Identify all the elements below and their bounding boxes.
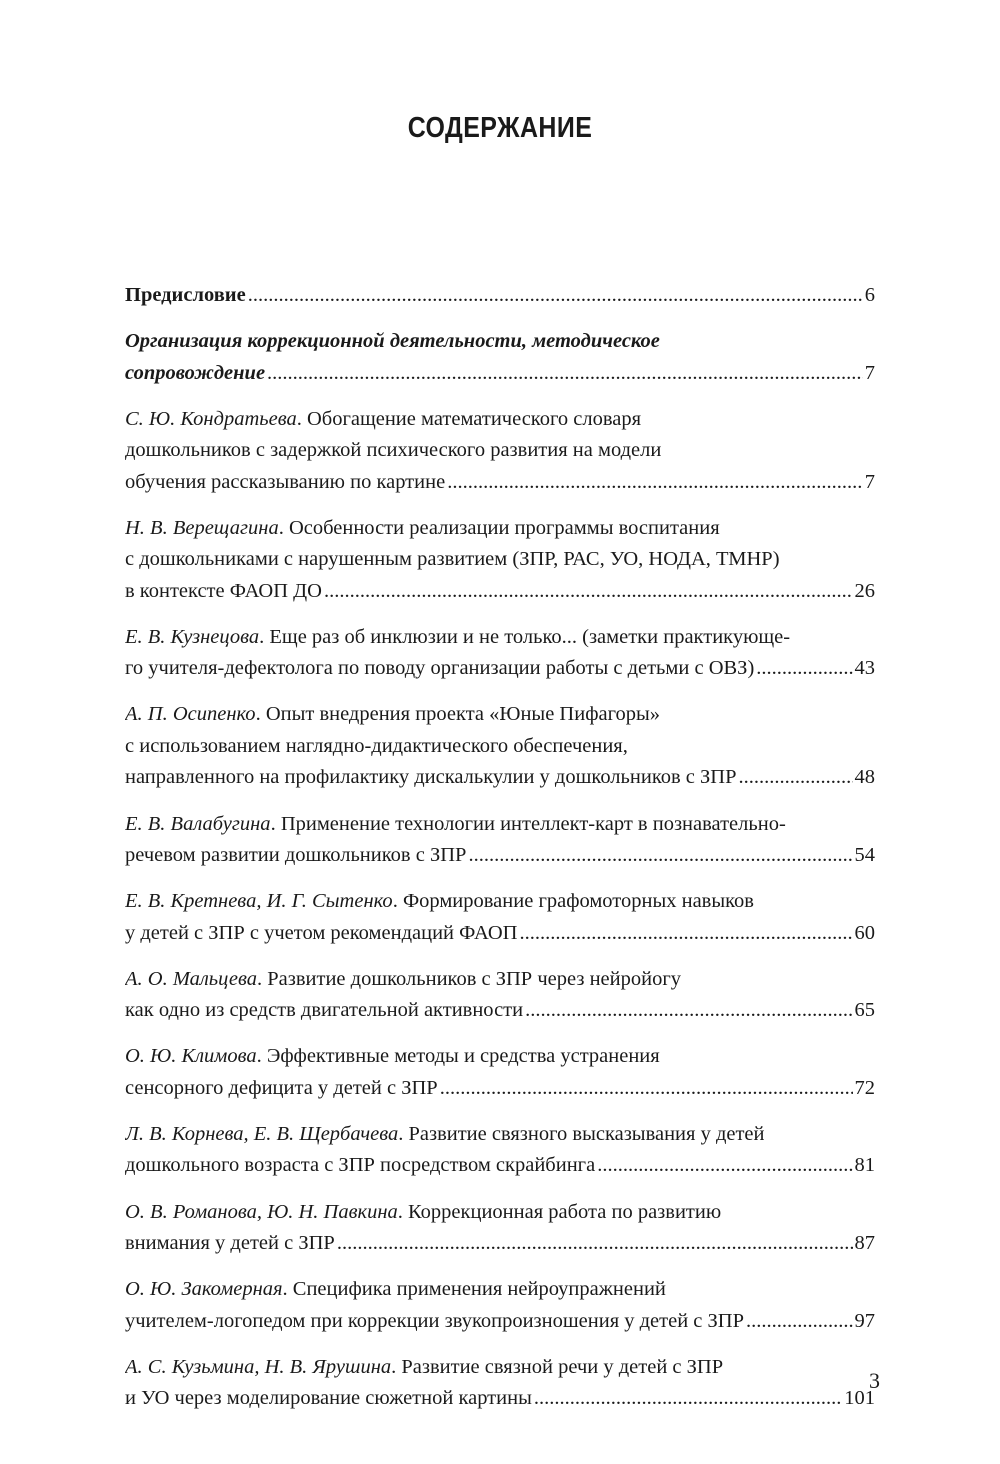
toc-page-number: 101	[844, 1387, 875, 1410]
toc-entry-text: Коррекционная работа по развитию	[408, 1200, 722, 1223]
toc-entry-last-line	[125, 1228, 875, 1260]
toc-entry-text: обучения рассказыванию по картине	[125, 470, 446, 493]
toc-section-title-line: Организация коррекционной деятельности, методическое	[125, 330, 660, 353]
toc-page-number: 7	[864, 470, 875, 493]
toc-entry-text: речевом развитии дошкольников с ЗПР	[125, 844, 467, 867]
dot-leader	[519, 918, 852, 950]
toc-entry-author: А. О. Мальцева	[125, 967, 257, 990]
toc-entry-last-line	[125, 1383, 875, 1415]
toc-entry	[125, 699, 875, 794]
toc-page-number: 60	[854, 921, 875, 944]
toc-entry	[125, 622, 875, 685]
toc-entry-author: Е. В. Кузнецова	[125, 625, 260, 648]
toc-entry-first-line: А. С. Кузьмина, Н. В. Ярушина. Развитие связной речи у детей с ЗПР	[125, 1355, 724, 1378]
dot-leader	[756, 653, 852, 685]
toc-entry-text: внимания у детей с ЗПР	[125, 1232, 335, 1255]
toc-entry-text: Формирование графомоторных навыков	[402, 890, 754, 913]
toc-entry-text: с дошкольниками с нарушенным развитием (ЗПР, РАС, УО, НОДА, ТМНР)	[125, 548, 780, 571]
toc-entry	[125, 1197, 875, 1260]
toc-entry	[125, 886, 875, 949]
toc-page-number: 72	[854, 1076, 875, 1099]
toc-entry-author: О. Ю. Климова	[125, 1045, 257, 1068]
toc-entry-last-line	[125, 653, 875, 685]
toc-entry-first-line: С. Ю. Кондратьева. Обогащение математического словаря	[125, 407, 642, 430]
toc-entry-last-line	[125, 358, 875, 390]
toc-entry-first-line: Л. В. Корнева, Е. В. Щербачева. Развитие связного высказывания у детей	[125, 1122, 765, 1145]
toc-entry-author: Л. В. Корнева, Е. В. Щербачева	[125, 1122, 399, 1145]
toc-entry-text: Специфика применения нейроупражнений	[292, 1278, 666, 1301]
toc-page-number: 43	[854, 657, 875, 680]
toc-entry-author: Е. В. Кретнева, И. Г. Сытенко	[125, 890, 393, 913]
toc-entry-text: Особенности реализации программы воспитания	[288, 516, 720, 539]
toc-entry-text: Развитие связной речи у детей с ЗПР	[401, 1355, 724, 1378]
toc-entry-text: у детей с ЗПР с учетом рекомендаций ФАОП	[125, 921, 518, 944]
toc-entry-author: А. П. Осипенко	[125, 703, 256, 726]
toc-entry	[125, 1352, 875, 1415]
toc-entry	[125, 513, 875, 608]
toc-entry-last-line	[125, 280, 875, 312]
dot-leader	[337, 1228, 853, 1260]
toc-entry-text: Эффективные методы и средства устранения	[266, 1045, 660, 1068]
toc-entry-text: Развитие связного высказывания у детей	[408, 1122, 765, 1145]
toc-entry-last-line	[125, 762, 875, 794]
toc-entry-first-line: А. П. Осипенко. Опыт внедрения проекта «Юные Пифагоры»	[125, 703, 661, 726]
toc-entry-last-line	[125, 1306, 875, 1338]
dot-leader	[248, 280, 863, 312]
toc-page-number: 81	[854, 1154, 875, 1177]
toc-entry-text: как одно из средств двигательной активности	[125, 999, 524, 1022]
toc-entry-author: Е. В. Валабугина	[125, 812, 271, 835]
toc-entry-text: сенсорного дефицита у детей с ЗПР	[125, 1076, 438, 1099]
toc-entry-preface	[125, 280, 875, 312]
toc-entry-text: направленного на профилактику дискалькулии у дошкольников с ЗПР	[125, 766, 737, 789]
toc-entry-first-line: О. В. Романова, Ю. Н. Павкина. Коррекционная работа по развитию	[125, 1200, 722, 1223]
toc-page-number: 6	[864, 284, 875, 306]
toc-entry-text: Обогащение математического словаря	[306, 407, 642, 430]
toc-entry	[125, 1274, 875, 1337]
dot-leader	[440, 1073, 853, 1105]
toc-entry-first-line: А. О. Мальцева. Развитие дошкольников с ЗПР через нейройогу	[125, 967, 681, 990]
toc-entry-text: Развитие дошкольников с ЗПР через нейройогу	[267, 967, 681, 990]
table-of-contents	[125, 280, 875, 1429]
toc-entry-text: в контексте ФАОП ДО	[125, 579, 322, 602]
toc-entry-text: Еще раз об инклюзии и не только... (заметки практикующе-	[269, 625, 791, 648]
toc-page-number: 7	[864, 361, 875, 384]
toc-entry-first-line: О. Ю. Закомерная. Специфика применения нейроупражнений	[125, 1278, 666, 1301]
dot-leader	[739, 762, 853, 794]
dot-leader	[468, 840, 852, 872]
toc-entry-last-line	[125, 995, 875, 1027]
toc-entry-text: Применение технологии интеллект-карт в познавательно-	[280, 812, 786, 835]
toc-entry-text: дошкольников с задержкой психического развития на модели	[125, 439, 662, 462]
toc-entry-text: дошкольного возраста с ЗПР посредством скрайбинга	[125, 1154, 596, 1177]
toc-entry-author: О. В. Романова, Ю. Н. Павкина	[125, 1200, 398, 1223]
toc-entry-author: С. Ю. Кондратьева	[125, 407, 297, 430]
toc-entry-title: Предисловие	[125, 284, 246, 306]
toc-entry-section	[125, 326, 875, 389]
toc-entry-author: Н. В. Верещагина	[125, 516, 279, 539]
dot-leader	[324, 576, 853, 608]
toc-entry-last-line	[125, 576, 875, 608]
page-title: СОДЕРЖАНИЕ	[407, 112, 593, 144]
toc-entry-first-line: О. Ю. Климова. Эффективные методы и средства устранения	[125, 1045, 660, 1068]
toc-entry-last-line	[125, 1073, 875, 1105]
toc-entry-text: Опыт внедрения проекта «Юные Пифагоры»	[265, 703, 661, 726]
toc-entry-last-line	[125, 467, 875, 499]
toc-entry-first-line: Е. В. Валабугина. Применение технологии интеллект-карт в познавательно-	[125, 812, 786, 835]
toc-section-title-line: сопровождение	[125, 361, 266, 384]
toc-entry-text: с использованием наглядно-дидактического обеспечения,	[125, 734, 628, 757]
toc-entry-text: учителем-логопедом при коррекции звукопроизношения у детей с ЗПР	[125, 1309, 745, 1332]
toc-entry-text: и УО через моделирование сюжетной картины	[125, 1387, 532, 1410]
toc-page-number: 54	[854, 844, 875, 867]
dot-leader	[746, 1306, 852, 1338]
toc-entry-last-line	[125, 1150, 875, 1182]
toc-page-number: 87	[854, 1232, 875, 1255]
toc-entry	[125, 1119, 875, 1182]
page-number: 3	[869, 1368, 880, 1393]
toc-entry-last-line	[125, 918, 875, 950]
toc-entry-text: го учителя-дефектолога по поводу организации работы с детьми с ОВЗ)	[125, 657, 755, 680]
toc-entry-first-line: Н. В. Верещагина. Особенности реализации программы воспитания	[125, 516, 720, 539]
toc-entry-first-line: Е. В. Кретнева, И. Г. Сытенко. Формирование графомоторных навыков	[125, 890, 754, 913]
toc-entry	[125, 1041, 875, 1104]
toc-entry	[125, 404, 875, 499]
toc-entry-author: О. Ю. Закомерная	[125, 1278, 283, 1301]
toc-page-number: 97	[854, 1309, 875, 1332]
toc-page-number: 48	[854, 766, 875, 789]
dot-leader	[525, 995, 852, 1027]
dot-leader	[534, 1383, 842, 1415]
toc-entry-last-line	[125, 840, 875, 872]
dot-leader	[597, 1150, 852, 1182]
toc-entry-first-line: Е. В. Кузнецова. Еще раз об инклюзии и не только... (заметки практикующе-	[125, 625, 791, 648]
toc-page-number: 26	[854, 579, 875, 602]
toc-entry	[125, 809, 875, 872]
toc-entry	[125, 964, 875, 1027]
dot-leader	[267, 358, 863, 390]
toc-entry-author: А. С. Кузьмина, Н. В. Ярушина	[125, 1355, 392, 1378]
toc-page-number: 65	[854, 999, 875, 1022]
dot-leader	[447, 467, 863, 499]
